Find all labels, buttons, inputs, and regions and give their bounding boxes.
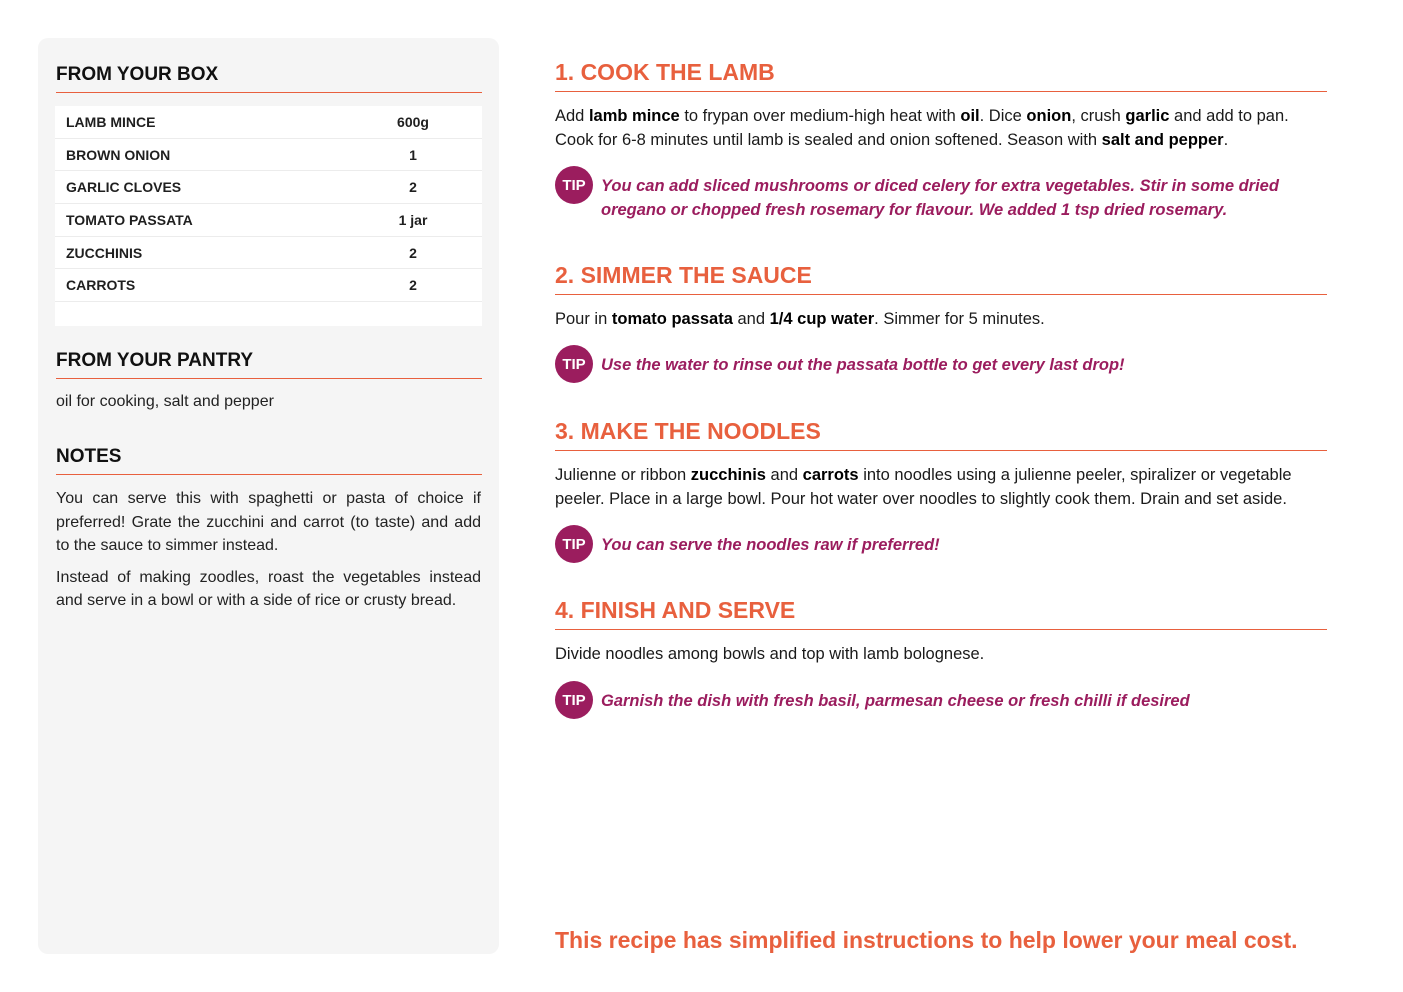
step-text: Divide noodles among bowls and top with lamb bolognese. [555, 645, 985, 663]
pantry-text: oil for cooking, salt and pepper [56, 393, 274, 410]
ingredient-qty: 2 [409, 179, 417, 196]
notes-title: NOTES [56, 446, 482, 475]
ingredient-highlight: tomato passata [611, 310, 733, 328]
step-text: Pour in [555, 310, 612, 328]
ingredient-qty: 2 [409, 277, 417, 294]
tip-text: You can add sliced mushrooms or diced celery for extra vegetables. Stir in some dried oregano or chopped fresh rosemary for flavour. We added 1 tsp dried rosemary. [601, 177, 1279, 219]
ingredients-table [55, 106, 482, 326]
step-body [555, 464, 1330, 511]
ingredient-row [55, 106, 482, 139]
tip-badge: TIP [555, 166, 593, 204]
tip-badge: TIP [555, 525, 593, 563]
ingredient-qty: 2 [409, 244, 417, 261]
ingredient-row [55, 237, 482, 270]
step-text: and [765, 466, 803, 484]
step-text: . Dice [979, 107, 1027, 125]
step-title: 1. COOK THE LAMB [555, 59, 1327, 92]
notes-paragraph: You can serve this with spaghetti or pasta of choice if preferred! Grate the zucchini and carrot (to taste) and add to the sauce to simmer instead. [56, 490, 481, 554]
ingredient-highlight: zucchinis [690, 466, 766, 484]
ingredient-name: TOMATO PASSATA [66, 211, 193, 228]
notes-body [56, 487, 481, 621]
ingredient-qty: 1 jar [398, 211, 428, 228]
ingredient-highlight: onion [1026, 107, 1072, 125]
step-body [555, 105, 1330, 152]
ingredient-row [55, 204, 482, 237]
ingredient-highlight: lamb mince [588, 107, 680, 125]
notes-paragraph: Instead of making zoodles, roast the vegetables instead and serve in a bowl or with a side of rice or crusty bread. [56, 568, 481, 609]
tip-text: Use the water to rinse out the passata bottle to get every last drop! [601, 356, 1125, 374]
step-text: Add [555, 107, 589, 125]
footer-note: This recipe has simplified instructions to help lower your meal cost. [555, 927, 1298, 953]
ingredient-name: GARLIC CLOVES [66, 179, 182, 196]
ingredient-qty: 600g [397, 113, 429, 130]
step-text: , crush [1071, 107, 1126, 125]
ingredient-highlight: 1/4 cup water [769, 310, 875, 328]
ingredient-name: ZUCCHINIS [66, 244, 143, 261]
step-text: . Simmer for 5 minutes. [874, 310, 1045, 328]
ingredient-row [55, 171, 482, 204]
ingredient-name: LAMB MINCE [66, 113, 156, 130]
tip [555, 681, 1330, 721]
ingredient-row [55, 139, 482, 172]
step-title: 2. SIMMER THE SAUCE [555, 262, 1327, 295]
tip-badge: TIP [555, 345, 593, 383]
step-text: to frypan over medium-high heat with [679, 107, 961, 125]
ingredient-highlight: oil [960, 107, 980, 125]
tip [555, 345, 1330, 385]
step-title: 3. MAKE THE NOODLES [555, 418, 1327, 451]
ingredient-highlight: salt and pepper [1101, 130, 1224, 149]
step-text: and [732, 310, 770, 328]
ingredient-highlight: garlic [1125, 107, 1170, 125]
tip [555, 525, 1330, 565]
ingredient-name: CARROTS [66, 277, 136, 294]
ingredient-qty: 1 [409, 146, 417, 163]
tip-text: You can serve the noodles raw if preferred! [601, 536, 940, 554]
ingredient-row [55, 269, 482, 302]
step-text: into noodles using a julienne peeler, spiralizer or vegetable peeler. Place in a large bowl. Pour hot water over noodles to slightly cook them. Drain and set aside. [555, 466, 1292, 508]
step-body [555, 643, 1330, 667]
step-text: . [1223, 130, 1229, 149]
ingredient-name: BROWN ONION [66, 146, 171, 163]
step-title: 4. FINISH AND SERVE [555, 597, 1327, 630]
step-body [555, 308, 1330, 332]
from-box-title: FROM YOUR BOX [56, 64, 482, 93]
step-text: Julienne or ribbon [555, 466, 691, 484]
step-text: and add to pan. Cook for 6-8 minutes until lamb is sealed and onion softened. Season with [555, 107, 1289, 149]
tip-text: Garnish the dish with fresh basil, parmesan cheese or fresh chilli if desired [601, 692, 1190, 710]
tip-badge: TIP [555, 681, 593, 719]
pantry-title: FROM YOUR PANTRY [56, 350, 482, 379]
left-panel [38, 38, 499, 954]
tip [555, 166, 1330, 222]
ingredient-highlight: carrots [802, 466, 859, 484]
